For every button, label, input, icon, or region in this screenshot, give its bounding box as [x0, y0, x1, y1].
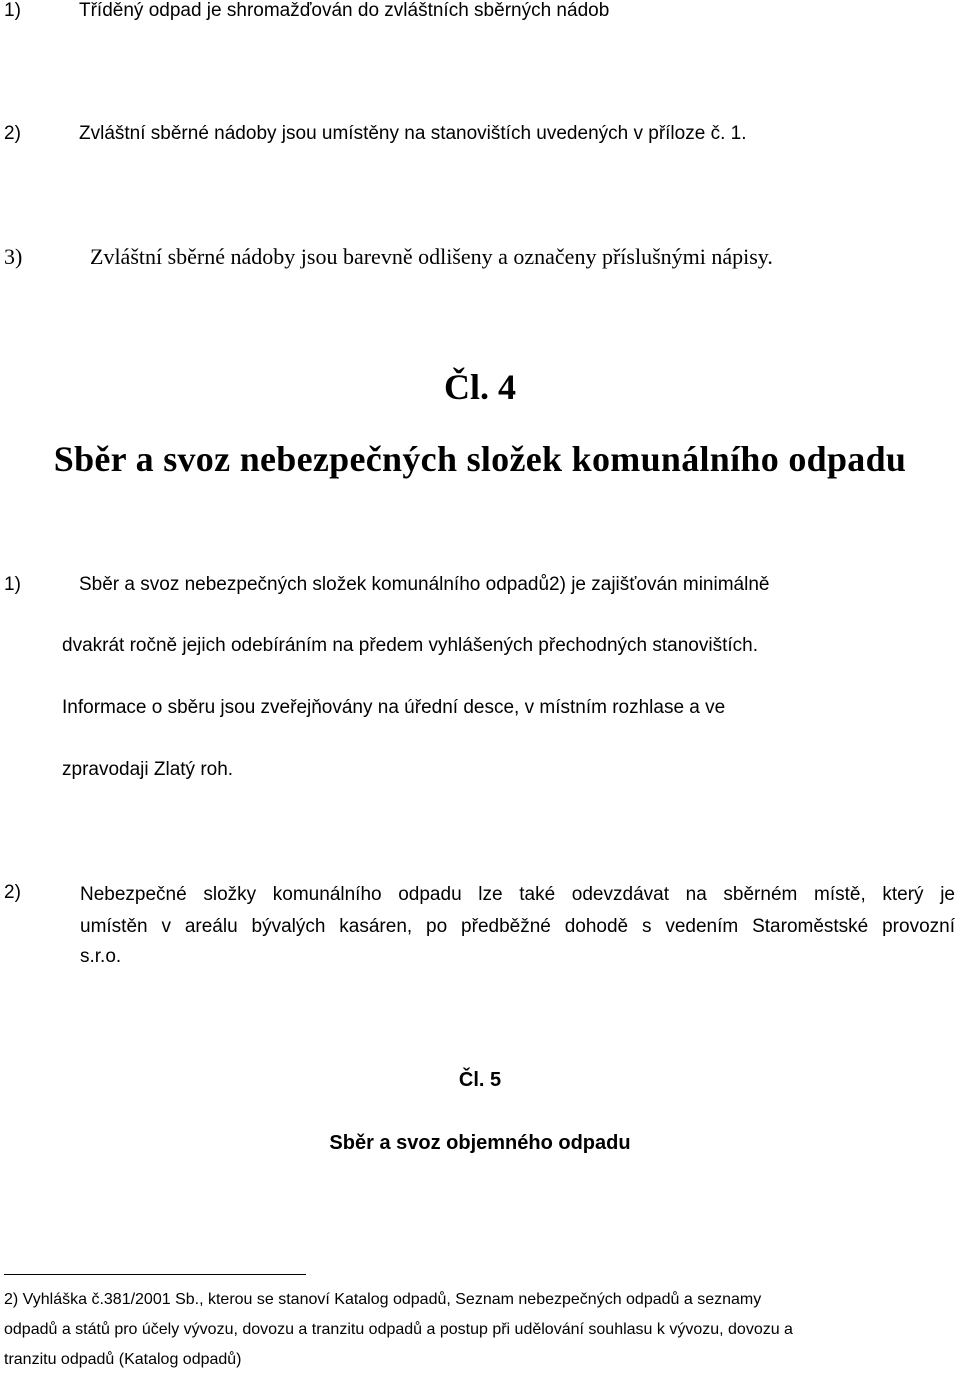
paragraph-1-line-4: zpravodaji Zlatý roh.: [62, 759, 234, 780]
paragraph-2-line-1: Nebezpečné složky komunálního odpadu lze také odevzdávat na sběrném místě, který je: [80, 884, 955, 905]
list-item-3: 3) Zvláštní sběrné nádoby jsou barevně odlišeny a označeny příslušnými nápisy.: [4, 244, 773, 269]
footnote-line-2: odpadů a států pro účely vývozu, dovozu a tranzitu odpadů a postup při udělování souhlasu k vývozu, dovozu a: [4, 1321, 793, 1338]
paragraph-1-number: 1): [4, 574, 21, 595]
list-item-1: 1) Tříděný odpad je shromažďován do zvláštních sběrných nádob: [4, 0, 610, 21]
paragraph-2-number: 2): [4, 882, 21, 903]
article-4-heading: Čl. 4: [444, 367, 516, 407]
paragraph-1-line-1: Sběr a svoz nebezpečných složek komunálního odpadů2) je zajišťován minimálně: [79, 574, 770, 595]
footnote-line-3: tranzitu odpadů (Katalog odpadů): [4, 1351, 242, 1368]
article-5-title: Sběr a svoz objemného odpadu: [329, 1132, 631, 1154]
article-4-title: Sběr a svoz nebezpečných složek komunálního odpadu: [53, 439, 907, 479]
paragraph-2-line-2: umístěn v areálu bývalých kasáren, po předběžné dohodě s vedením Staroměstské provozní: [80, 916, 955, 937]
footnote-separator: [4, 1274, 306, 1275]
footnote-line-1: 2) Vyhláška č.381/2001 Sb., kterou se stanoví Katalog odpadů, Seznam nebezpečných odpadů a seznamy: [4, 1291, 762, 1308]
paragraph-1-line-3: Informace o sběru jsou zveřejňovány na úřední desce, v místním rozhlase a ve: [62, 697, 726, 718]
article-5-heading: Čl. 5: [458, 1069, 502, 1091]
list-item-2: 2) Zvláštní sběrné nádoby jsou umístěny na stanovištích uvedených v příloze č. 1.: [4, 123, 747, 144]
paragraph-2-line-3: s.r.o.: [80, 946, 122, 967]
paragraph-1-line-2: dvakrát ročně jejich odebíráním na předem vyhlášených přechodných stanovištích.: [62, 635, 758, 656]
